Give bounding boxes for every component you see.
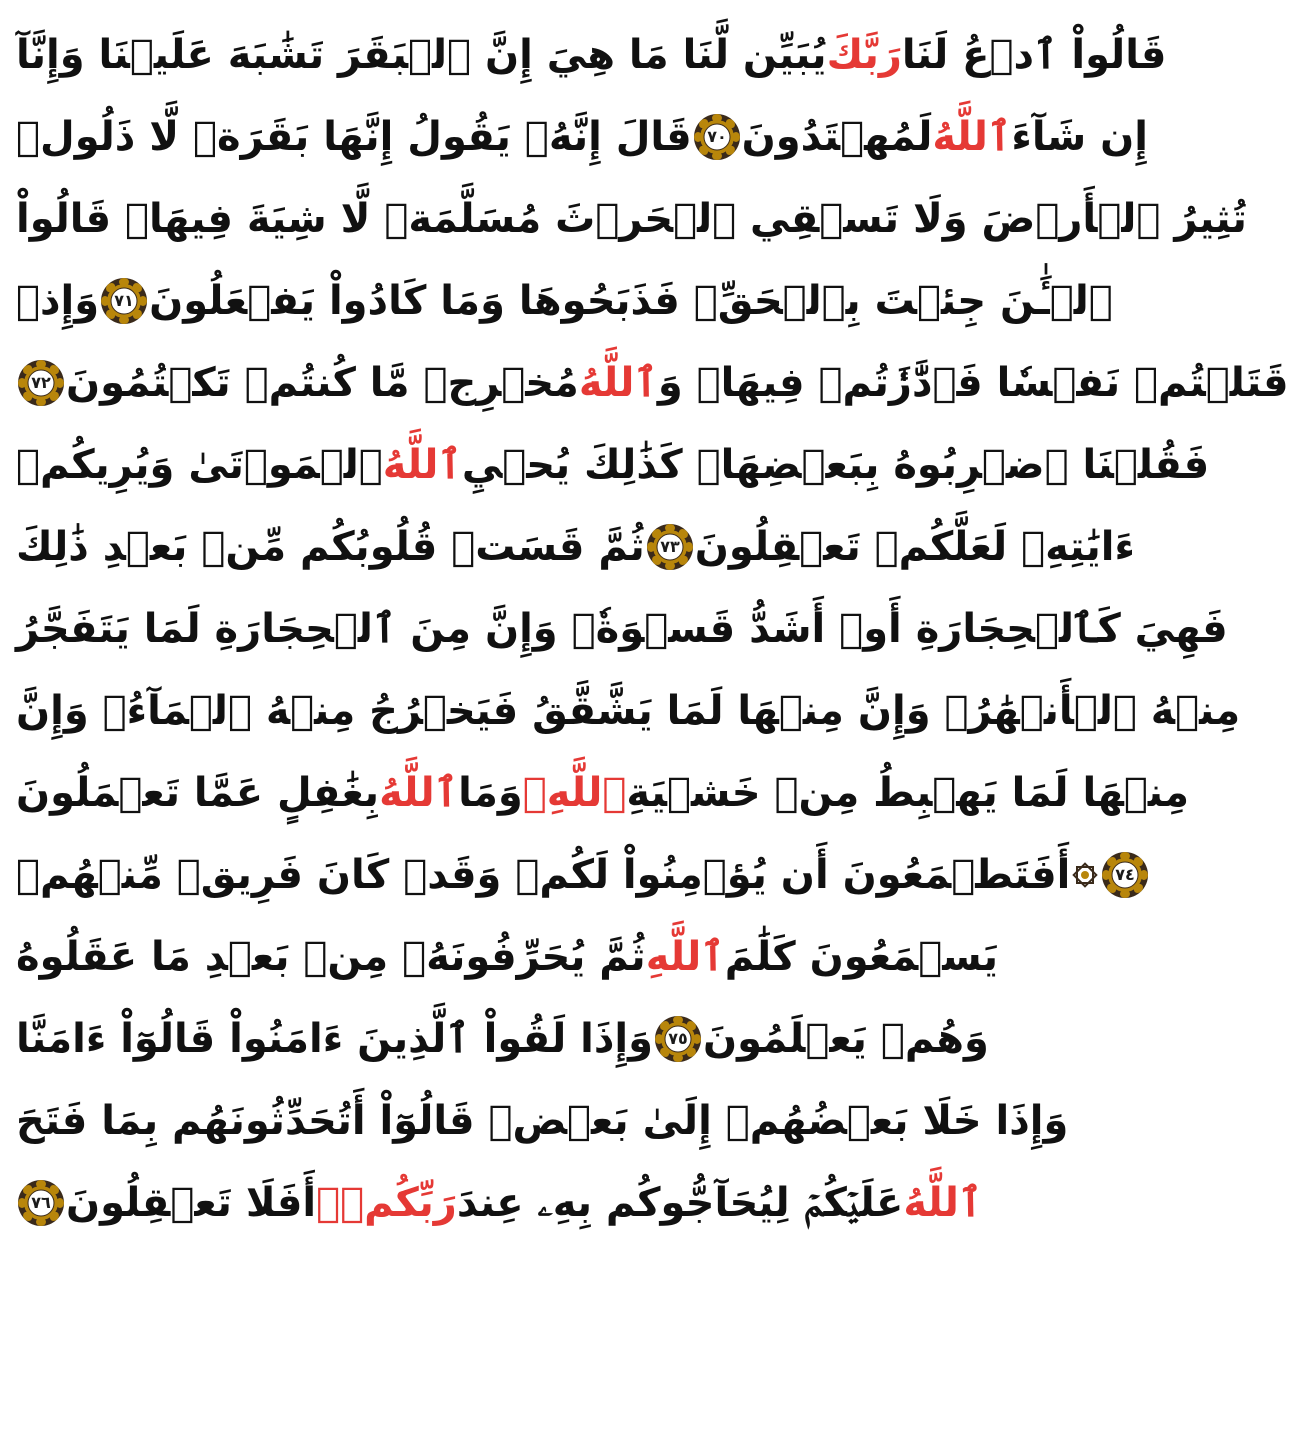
verse-line — [16, 834, 1136, 916]
ayah-number-marker — [16, 358, 66, 408]
divine-name-text: ٱللَّهُ — [379, 770, 459, 816]
verse-line — [16, 14, 1167, 96]
verse-text: قَالَ إِنَّهُۥ يَقُولُ إِنَّهَا بَقَرَةٞ لَّا ذَلُولٞ — [16, 114, 692, 160]
verse-text: بِغَٰفِلٍ عَمَّا تَعۡمَلُونَ — [16, 770, 380, 816]
verse-line — [16, 96, 1148, 178]
verse-line — [16, 1080, 1069, 1162]
ayah-number: ٧١ — [114, 291, 134, 310]
verse-text: عَلَيۡكُمۡ لِيُحَآجُّوكُم بِهِۦ عِندَ — [456, 1180, 904, 1226]
divine-name-text: رَبِّكُمۡۚ — [316, 1180, 457, 1226]
verse-text: أَفَلَا تَعۡقِلُونَ — [66, 1180, 317, 1226]
verse-text: فَقُلۡنَا ٱضۡرِبُوهُ بِبَعۡضِهَاۚ كَذَٰلِكَ يُحۡيِ — [461, 442, 1210, 488]
verse-line — [16, 1162, 983, 1244]
divine-name-text: ٱللَّهُ — [382, 442, 462, 488]
divine-name-text: ٱللَّهِۗ — [522, 770, 627, 816]
verse-line — [16, 670, 1241, 752]
verse-line — [16, 506, 1135, 588]
ayah-number: ٧٢ — [31, 373, 51, 392]
verse-text: ثُمَّ يُحَرِّفُونَهُۥ مِنۢ بَعۡدِ مَا عَقَلُوهُ — [16, 934, 646, 980]
divine-name-text: ٱللَّهِ — [645, 934, 725, 980]
verse-text: قَالُواْ ٱدۡعُ لَنَا — [901, 32, 1167, 78]
divine-name-text: ٱللَّهُ — [903, 1180, 983, 1226]
ayah-number: ٧٣ — [660, 537, 680, 556]
verse-text: تُثِيرُ ٱلۡأَرۡضَ وَلَا تَسۡقِي ٱلۡحَرۡثَ مُسَلَّمَةٞ لَّا شِيَةَ فِيهَاۚ قَالُواْ — [16, 196, 1247, 242]
ayah-number-marker — [99, 276, 149, 326]
verse-text: وَإِذۡ — [16, 278, 100, 324]
divine-name-text: رَبَّكَ — [826, 32, 902, 78]
ayah-number-marker — [16, 1178, 66, 1228]
verse-text: وَمَا — [458, 770, 523, 816]
verse-text: مُخۡرِجٞ مَّا كُنتُمۡ تَكۡتُمُونَ — [66, 360, 579, 406]
ayah-number: ٧٦ — [31, 1193, 51, 1212]
verse-line — [16, 588, 1228, 670]
verse-text: وَإِذَا لَقُواْ ٱلَّذِينَ ءَامَنُواْ قَالُوٓاْ ءَامَنَّا — [16, 1016, 653, 1062]
ayah-number-marker — [645, 522, 695, 572]
verse-text: ثُمَّ قَسَتۡ قُلُوبُكُم مِّنۢ بَعۡدِ ذَٰلِكَ — [16, 524, 645, 570]
verse-line — [16, 916, 998, 998]
verse-line — [16, 752, 1189, 834]
verse-lines — [16, 14, 1289, 1244]
divine-name-text: ٱللَّهُ — [932, 114, 1012, 160]
verse-line — [16, 260, 1113, 342]
verse-text: وَهُمۡ يَعۡلَمُونَ — [702, 1016, 989, 1062]
divine-name-text: ٱللَّهُ — [578, 360, 658, 406]
verse-text: أَفَتَطۡمَعُونَ أَن يُؤۡمِنُواْ لَكُمۡ وَقَدۡ كَانَ فَرِيقٞ مِّنۡهُمۡ — [16, 852, 1071, 898]
verse-line — [16, 424, 1210, 506]
verse-line — [16, 342, 1289, 424]
verse-text: فَهِيَ كَٱلۡحِجَارَةِ أَوۡ أَشَدُّ قَسۡوَةٗۚ وَإِنَّ مِنَ ٱلۡحِجَارَةِ لَمَا يَتَفَجَّرُ — [16, 606, 1228, 652]
ayah-number: ٧٥ — [668, 1029, 688, 1048]
rub-el-hizb-icon — [1070, 860, 1100, 890]
verse-line — [16, 998, 989, 1080]
verse-text: ٱلۡمَوۡتَىٰ وَيُرِيكُمۡ — [16, 442, 383, 488]
verse-text: مِنۡهُ ٱلۡأَنۡهَٰرُۚ وَإِنَّ مِنۡهَا لَمَا يَشَّقَّقُ فَيَخۡرُجُ مِنۡهُ ٱلۡمَآءُۚ وَإِنَّ — [16, 688, 1241, 734]
verse-text: وَإِذَا خَلَا بَعۡضُهُمۡ إِلَىٰ بَعۡضٖ قَالُوٓاْ أَتُحَدِّثُونَهُم بِمَا فَتَحَ — [16, 1098, 1069, 1144]
verse-text: مِنۡهَا لَمَا يَهۡبِطُ مِنۡ خَشۡيَةِ — [626, 770, 1189, 816]
ayah-number-marker — [692, 112, 742, 162]
verse-text: قَتَلۡتُمۡ نَفۡسٗا فَٱدَّٰرَٰٔتُمۡ فِيهَاۖ وَ — [657, 360, 1289, 406]
verse-text: يَسۡمَعُونَ كَلَٰمَ — [724, 934, 998, 980]
verse-text: لَمُهۡتَدُونَ — [741, 114, 933, 160]
verse-line — [16, 178, 1247, 260]
verse-text: يُبَيِّن لَّنَا مَا هِيَ إِنَّ ٱلۡبَقَرَ تَشَٰبَهَ عَلَيۡنَا وَإِنَّآ — [16, 32, 827, 78]
ayah-number-marker — [653, 1014, 703, 1064]
verse-text: ءَايَٰتِهِۦ لَعَلَّكُمۡ تَعۡقِلُونَ — [694, 524, 1135, 570]
verse-text: ٱلۡـَٰٔنَ جِئۡتَ بِٱلۡحَقِّۚ فَذَبَحُوهَا وَمَا كَادُواْ يَفۡعَلُونَ — [149, 278, 1113, 324]
ayah-number: ٧٤ — [1115, 865, 1136, 884]
ayah-number-marker — [1100, 850, 1150, 900]
ayah-number: ٧٠ — [706, 127, 727, 146]
verse-text: إِن شَآءَ — [1011, 114, 1148, 160]
